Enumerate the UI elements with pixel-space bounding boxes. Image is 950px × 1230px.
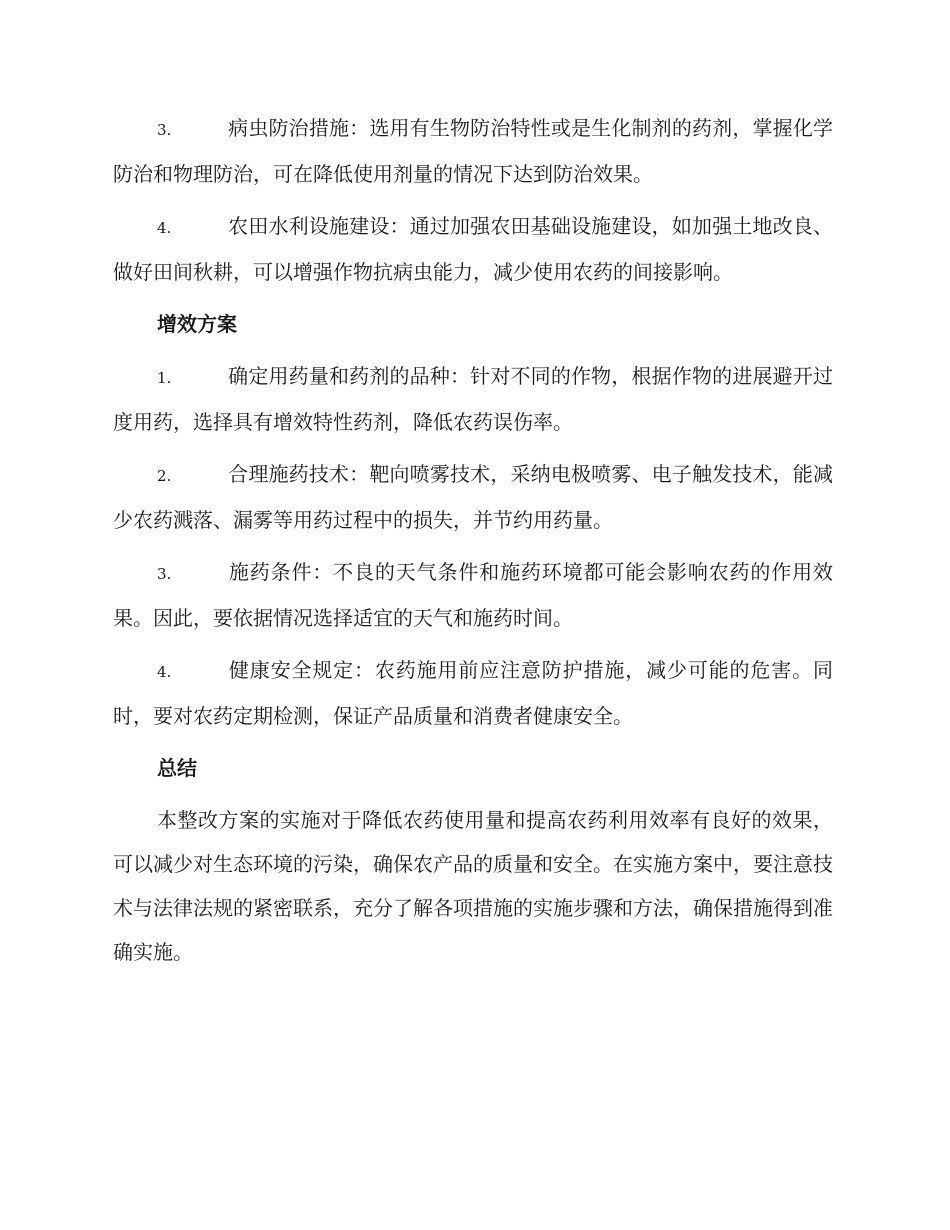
list-item-text: 合理施药技术：靶向喷雾技术，采纳电极喷雾、电子触发技术，能减少农药溅落、漏雾等用药过程中的损失，并节约用药量。 [113, 462, 833, 532]
list-item-efficiency-1 [113, 354, 833, 444]
list-item-efficiency-3 [113, 550, 833, 640]
list-item-text: 施药条件：不良的天气条件和施药环境都可能会影响农药的作用效果。因此，要依据情况选择适宜的天气和施药时间。 [113, 560, 833, 630]
list-item-text: 农田水利设施建设：通过加强农田基础设施建设，如加强土地改良、做好田间秋耕，可以增强作物抗病虫能力，减少使用农药的间接影响。 [113, 214, 833, 284]
section-heading-efficiency: 增效方案 [157, 312, 237, 336]
list-number: 4. [157, 219, 172, 237]
list-item-efficiency-4 [113, 648, 833, 738]
list-number: 1. [157, 369, 172, 387]
document-body [113, 106, 833, 974]
list-item-prevention-3 [113, 106, 833, 196]
list-item-text: 确定用药量和药剂的品种：针对不同的作物，根据作物的进展避开过度用药，选择具有增效特性药剂，降低农药误伤率。 [113, 364, 833, 434]
list-number: 4. [157, 663, 172, 681]
list-item-efficiency-2 [113, 452, 833, 542]
list-item-text: 病虫防治措施：选用有生物防治特性或是生化制剂的药剂，掌握化学防治和物理防治，可在降低使用剂量的情况下达到防治效果。 [113, 116, 833, 186]
list-number: 2. [157, 467, 172, 485]
list-number: 3. [157, 121, 172, 139]
summary-paragraph: 本整改方案的实施对于降低农药使用量和提高农药利用效率有良好的效果，可以减少对生态环境的污染，确保农产品的质量和安全。在实施方案中，要注意技术与法律法规的紧密联系，充分了解各项措施的实施步骤和方法，确保措施得到准确实施。 [113, 808, 833, 964]
list-item-prevention-4 [113, 204, 833, 294]
list-item-text: 健康安全规定：农药施用前应注意防护措施，减少可能的危害。同时，要对农药定期检测，保证产品质量和消费者健康安全。 [113, 658, 833, 728]
section-heading-summary: 总结 [157, 756, 197, 780]
list-number: 3. [157, 565, 172, 583]
